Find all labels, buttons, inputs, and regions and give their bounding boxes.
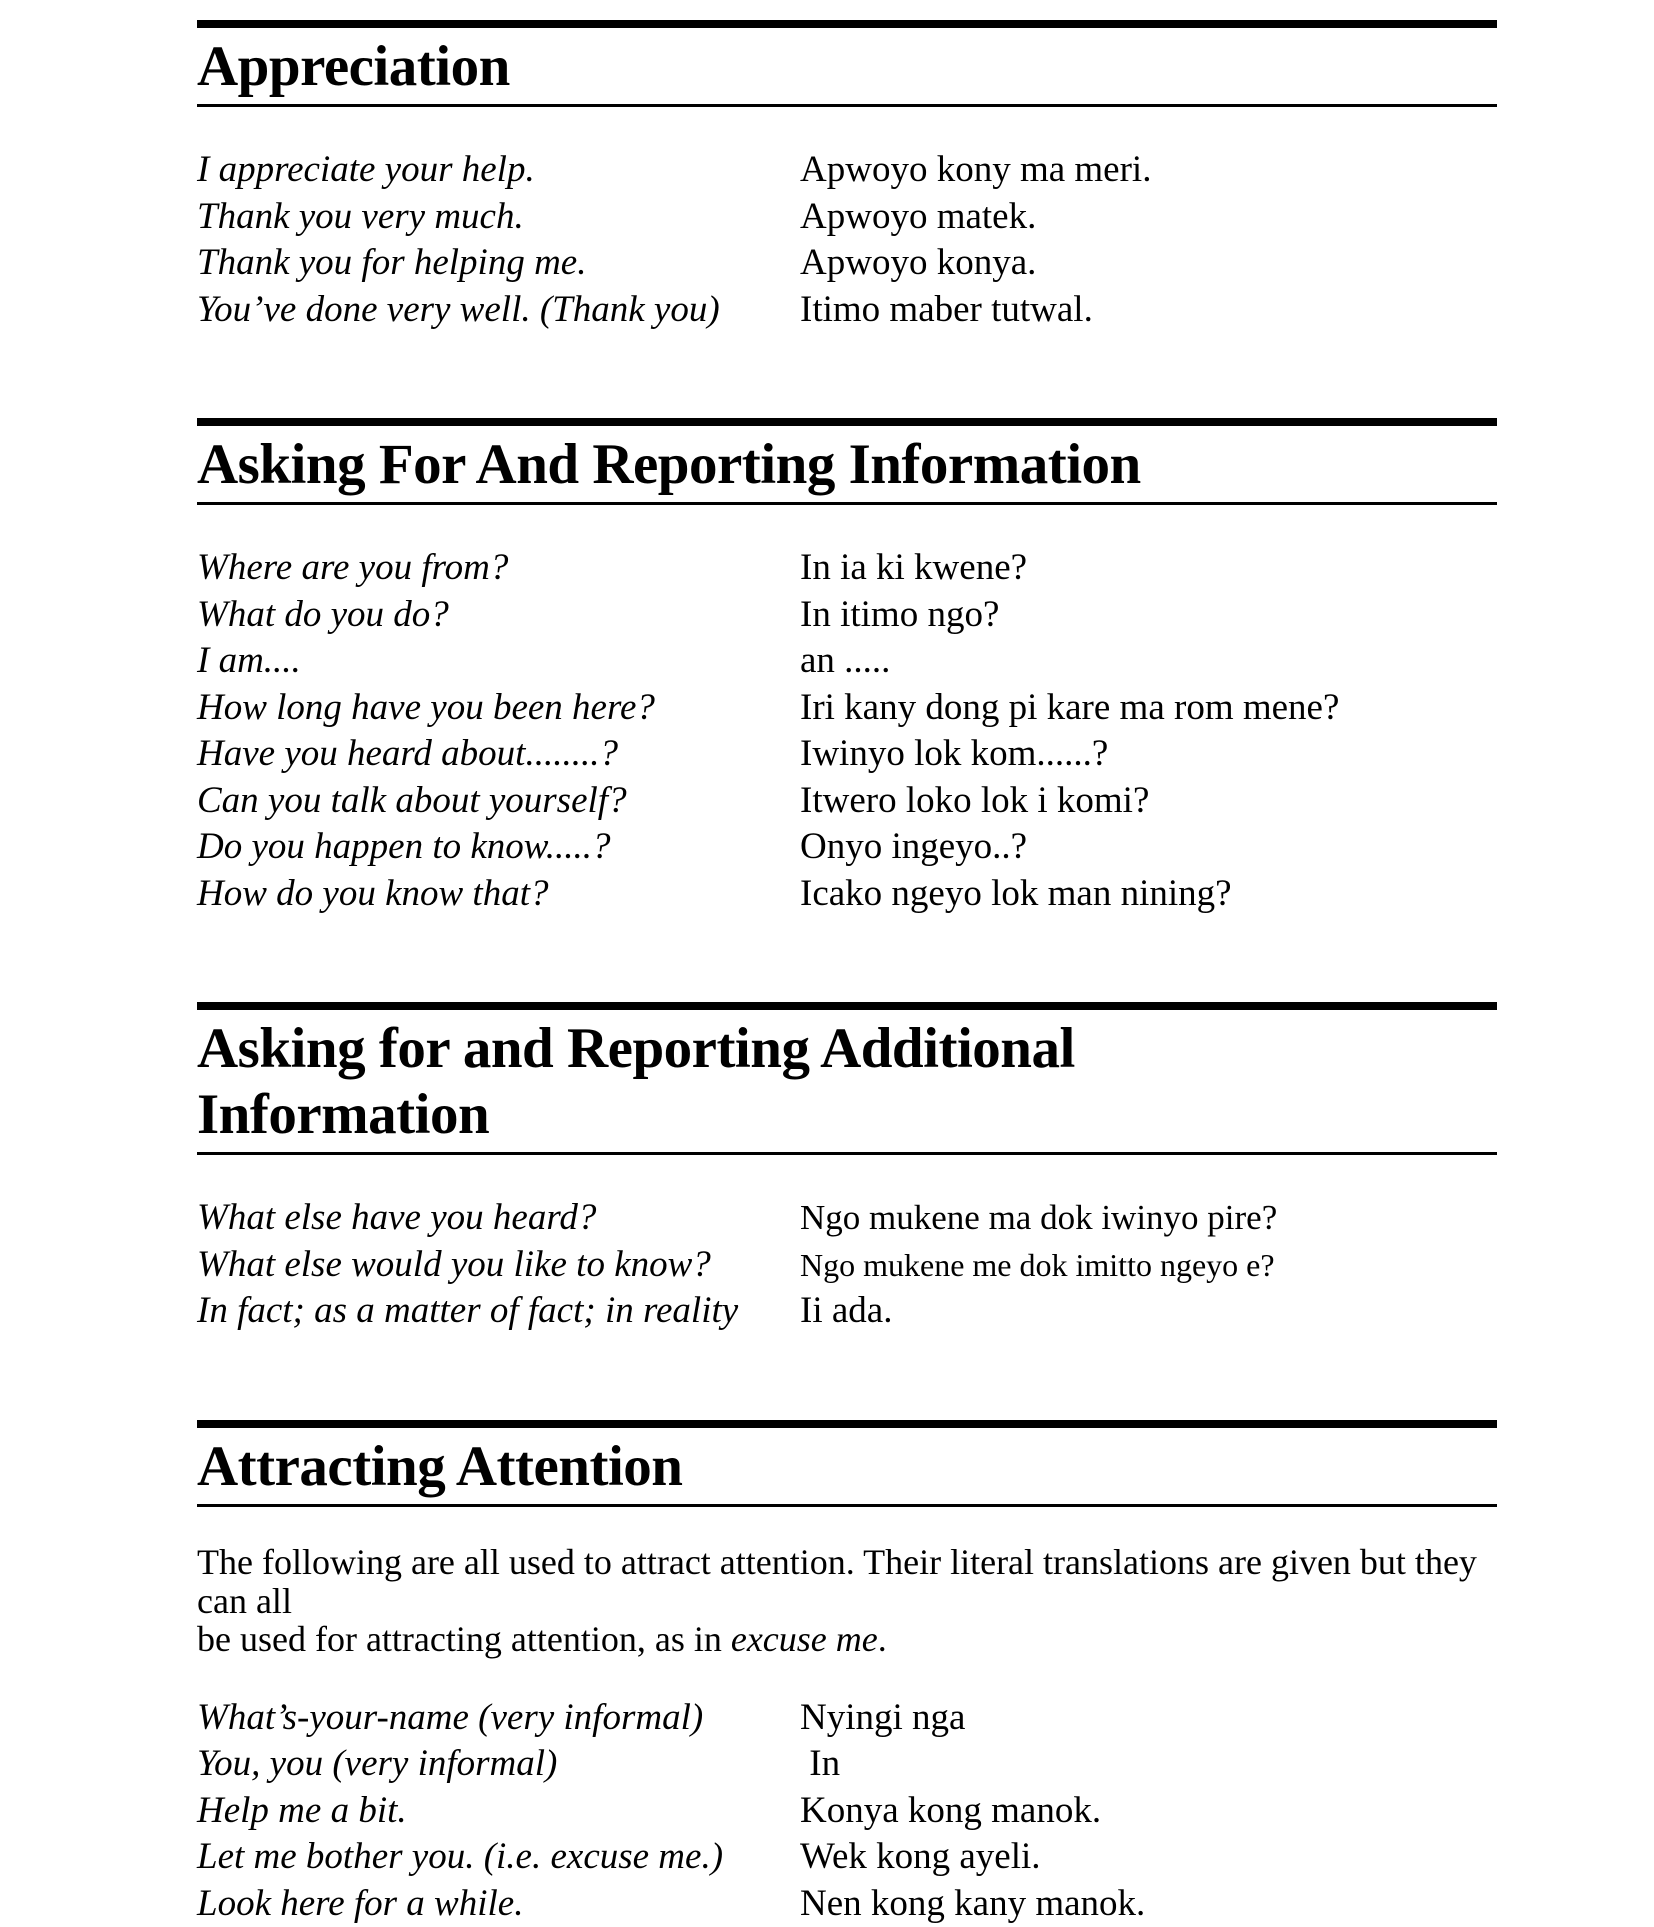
phrase-english: What’s-your-name (very informal) <box>197 1696 704 1738</box>
phrase-english: I appreciate your help. <box>197 149 535 191</box>
phrase-translation: Ngo mukene me dok imitto ngeyo e? <box>800 1246 1275 1283</box>
phrase-translation: Apwoyo matek. <box>800 195 1037 237</box>
phrase-translation: Wek kong ayeli. <box>800 1836 1041 1878</box>
phrase-list <box>197 147 1497 333</box>
phrase-list <box>197 545 1497 917</box>
phrase-translation: Nen kong kany manok. <box>800 1882 1146 1924</box>
section-intro-paragraph <box>197 1543 1497 1659</box>
phrase-row <box>197 240 1497 287</box>
section-rule-thick <box>197 1420 1497 1428</box>
phrase-translation: Onyo ingeyo..? <box>800 826 1028 868</box>
phrase-row <box>197 1288 1497 1335</box>
phrase-list <box>197 1195 1497 1335</box>
phrase-english: Thank you very much. <box>197 195 524 237</box>
phrase-row <box>197 638 1497 685</box>
phrase-english: How long have you been here? <box>197 686 655 728</box>
intro-line-1: The following are all used to attract attention. Their literal translations are given but they can all <box>197 1542 1477 1621</box>
phrase-english: You’ve done very well. (Thank you) <box>197 288 720 330</box>
section-asking-information <box>197 418 1497 917</box>
phrase-row <box>197 1195 1497 1242</box>
phrase-english: What do you do? <box>197 593 449 635</box>
phrase-row <box>197 685 1497 732</box>
section-rule-thin <box>197 502 1497 505</box>
phrase-translation: In <box>800 1743 841 1785</box>
phrase-english: I am.... <box>197 640 301 682</box>
phrase-row <box>197 871 1497 918</box>
section-title-attracting-attention: Attracting Attention <box>197 1434 683 1498</box>
phrase-translation: Apwoyo kony ma meri. <box>800 149 1152 191</box>
intro-line-2: be used for attracting attention, as in <box>197 1619 731 1660</box>
phrase-english: Where are you from? <box>197 547 509 589</box>
phrase-row <box>197 1695 1497 1742</box>
phrase-english: Have you heard about........? <box>197 733 618 775</box>
phrase-translation: Iri kany dong pi kare ma rom mene? <box>800 686 1340 728</box>
section-title-asking-information: Asking For And Reporting Information <box>197 433 1141 497</box>
phrase-english: You, you (very informal) <box>197 1743 558 1785</box>
phrase-translation: Itwero loko lok i komi? <box>800 779 1150 821</box>
phrase-english: Help me a bit. <box>197 1789 407 1831</box>
phrase-row <box>197 545 1497 592</box>
phrase-english: How do you know that? <box>197 872 549 914</box>
phrase-translation: In itimo ngo? <box>800 593 1000 635</box>
phrase-row <box>197 1881 1497 1927</box>
section-rule-thick <box>197 1002 1497 1010</box>
section-title-additional-information: Asking for and Reporting Additional Information <box>197 1017 1075 1147</box>
phrase-row <box>197 194 1497 241</box>
phrase-english: Thank you for helping me. <box>197 242 587 284</box>
section-additional-information <box>197 1002 1497 1335</box>
section-attracting-attention <box>197 1420 1497 1927</box>
phrase-translation: Iwinyo lok kom......? <box>800 733 1109 775</box>
phrase-row <box>197 147 1497 194</box>
phrase-translation: Apwoyo konya. <box>800 242 1037 284</box>
intro-italic-phrase: excuse me <box>730 1619 878 1660</box>
section-appreciation <box>197 20 1497 333</box>
section-title-appreciation: Appreciation <box>197 35 510 98</box>
phrase-english: Look here for a while. <box>197 1882 524 1924</box>
phrase-translation: In ia ki kwene? <box>800 547 1028 589</box>
phrase-row <box>197 824 1497 871</box>
phrase-translation: Nyingi nga <box>800 1696 966 1738</box>
phrase-translation: Icako ngeyo lok man nining? <box>800 872 1232 914</box>
phrase-english: In fact; as a matter of fact; in reality <box>197 1290 739 1332</box>
phrase-translation: Ii ada. <box>800 1290 893 1332</box>
phrase-list <box>197 1695 1497 1927</box>
phrase-translation: Ngo mukene ma dok iwinyo pire? <box>800 1198 1278 1238</box>
section-rule-thick <box>197 418 1497 426</box>
section-rule-thin <box>197 1504 1497 1507</box>
phrase-translation: Konya kong manok. <box>800 1789 1102 1831</box>
phrase-row <box>197 1741 1497 1788</box>
phrase-english: Can you talk about yourself? <box>197 779 627 821</box>
phrase-row <box>197 287 1497 334</box>
phrase-row <box>197 1788 1497 1835</box>
phrase-row <box>197 731 1497 778</box>
section-rule-thin <box>197 104 1497 107</box>
section-rule-thin <box>197 1152 1497 1155</box>
phrase-english: What else would you like to know? <box>197 1243 711 1285</box>
phrase-row <box>197 592 1497 639</box>
phrase-row <box>197 778 1497 825</box>
phrase-english: What else have you heard? <box>197 1197 597 1239</box>
phrase-english: Do you happen to know.....? <box>197 826 611 868</box>
phrase-english: Let me bother you. (i.e. excuse me.) <box>197 1836 724 1878</box>
phrase-translation: Itimo maber tutwal. <box>800 288 1093 330</box>
intro-line-2-end: . <box>877 1619 887 1660</box>
phrase-translation: an ..... <box>800 640 891 682</box>
phrase-row <box>197 1242 1497 1289</box>
section-rule-thick <box>197 20 1497 28</box>
